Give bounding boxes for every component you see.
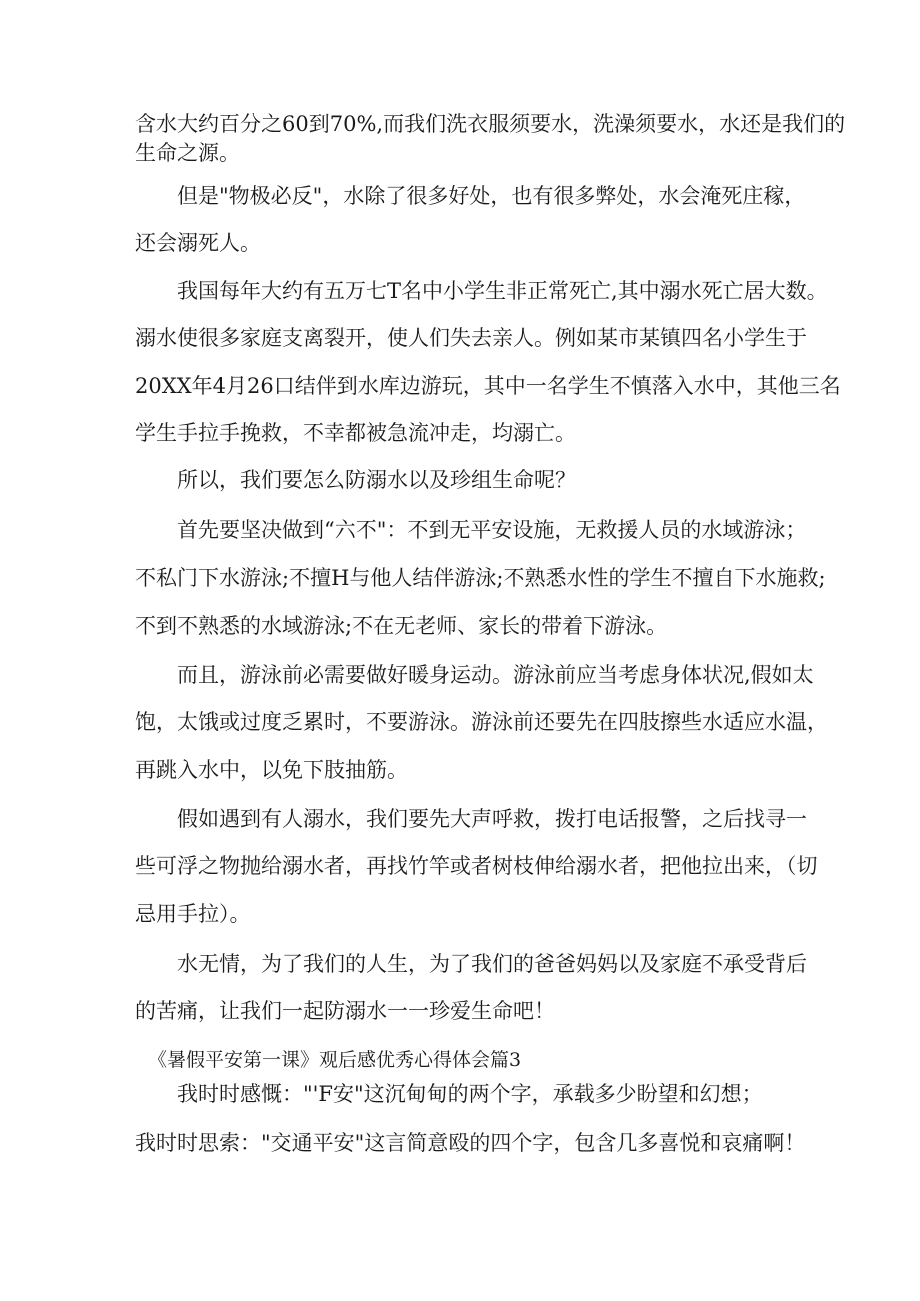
paragraph-line: 再跳入水中，以免下肢抽筋。 [135,758,408,782]
section-heading: 《暑假平安第一课》观后感优秀心得体会篇3 [148,1049,522,1071]
paragraph-line: 假如遇到有人溺水，我们要先大声呼救，拨打电话报警，之后找寻一 [177,807,807,831]
paragraph-line: 而且，游泳前必需要做好暖身运动。游泳前应当考虑身体状况,假如太 [177,663,814,687]
paragraph-line: 我国每年大约有五万七T名中小学生非正常死亡,其中溺水死亡居大数。 [177,279,828,303]
paragraph-line: 忌用手拉）。 [135,902,251,926]
paragraph-line: 些可浮之物抛给溺水者，再找竹竿或者树枝伸给溺水者，把他拉出来，（切 [135,854,818,878]
paragraph-line: 但是"物极必反"，水除了很多好处，也有很多弊处，水会淹死庄稼， [177,184,806,208]
paragraph-line: 20XX年4月26口结伴到水库边游玩，其中一名学生不慎落入水中，其他三名 [135,374,841,398]
paragraph-line: 含水大约百分之60到70%,而我们洗衣服须要水，洗澡须要水，水还是我们的 [135,112,846,136]
paragraph-line: 的苦痛，让我们一起防溺水一一珍爱生命吧！ [135,999,555,1023]
paragraph-line: 生命之源。 [135,141,240,165]
paragraph-line: 溺水使很多家庭支离裂开，使人们失去亲人。例如某市某镇四名小学生于 [135,326,807,350]
paragraph-line: 学生手拉手挽救，不幸都被急流冲走，均溺亡。 [135,421,576,445]
paragraph-line: 水无情，为了我们的人生，为了我们的爸爸妈妈以及家庭不承受背后 [177,952,807,976]
paragraph-line: 不到不熟悉的水域游泳;不在无老师、家长的带着下游泳。 [135,614,668,638]
paragraph-line: 首先要坚决做到“六不"：不到无平安设施，无救援人员的水域游泳； [177,518,807,542]
paragraph-line: 不私门下水游泳;不擅H与他人结伴游泳;不熟悉水性的学生不擅自下水施救; [135,566,826,590]
paragraph-line: 我时时思索："交通平安"这言简意殴的四个字，包含几多喜悦和哀痛啊！ [135,1131,806,1155]
paragraph-line: 饱，太饿或过度乏累时，不要游泳。游泳前还要先在四肢擦些水适应水温， [135,710,828,734]
paragraph-line: 所以，我们要怎么防溺水以及珍组生命呢？ [177,468,576,492]
paragraph-line: 我时时感慨："'F安"这沉甸甸的两个字，承载多少盼望和幻想； [177,1082,763,1106]
paragraph-line: 还会溺死人。 [135,231,261,255]
